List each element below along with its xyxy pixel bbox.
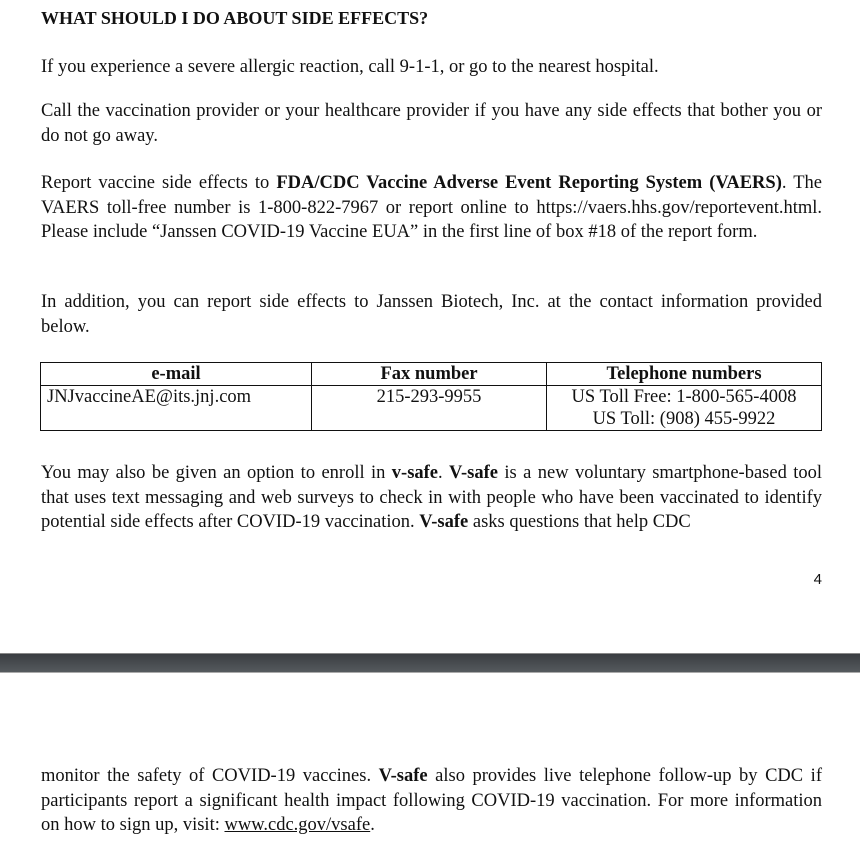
table-header-row	[41, 363, 822, 386]
paragraph-vsafe	[41, 461, 822, 535]
paragraph-vaers	[41, 171, 822, 245]
text: also provides live telephone follow-up by CDC if participants report a significant health impact following COVID-19 vaccination. For more information on how to sign up, visit:	[41, 766, 822, 835]
bold: v-safe	[391, 463, 439, 483]
bold: V-safe	[449, 463, 499, 483]
paragraph-call-provider: Call the vaccination provider or your healthcare provider if you have any side effects that bother you or do not go away.	[41, 101, 822, 146]
paragraph-janssen: In addition, you can report side effects to Janssen Biotech, Inc. at the contact information provided below.	[41, 292, 822, 337]
header-telephone: Telephone numbers	[547, 363, 822, 386]
toll-free: US Toll Free: 1-800-565-4008	[571, 387, 797, 407]
vsafe-link[interactable]: www.cdc.gov/vsafe	[224, 815, 371, 835]
text: Report vaccine side effects to	[41, 173, 277, 193]
section-heading: WHAT SHOULD I DO ABOUT SIDE EFFECTS?	[41, 8, 429, 28]
table-row	[41, 386, 822, 431]
page-separator	[0, 653, 860, 673]
header-email: e-mail	[41, 363, 312, 386]
text: is a new voluntary smartphone-based tool that uses text messaging and web surveys to check in with people who have been vaccinated to identify potential side effects after COVID-19 vaccination.	[41, 463, 822, 532]
paragraph-allergic-reaction: If you experience a severe allergic reaction, call 9-1-1, or go to the nearest hospital.	[41, 57, 659, 77]
bold: V-safe	[378, 766, 428, 786]
contact-table	[40, 362, 822, 431]
text: .	[438, 463, 450, 483]
vaers-bold: FDA/CDC Vaccine Adverse Event Reporting System (VAERS)	[276, 173, 782, 193]
paragraph-vsafe-continued	[41, 764, 822, 838]
text: .	[370, 815, 375, 835]
text: You may also be given an option to enroll in	[41, 463, 392, 483]
bold: V-safe	[419, 512, 469, 532]
text: asks questions that help CDC	[468, 512, 691, 532]
text: . The VAERS toll-free number is 1-800-822-7967 or report online to https://vaers.hhs.gov/reportevent.html. Please include “Janssen COVID-19 Vaccine EUA” in the first line of box #18 of the report form.	[41, 173, 822, 242]
text: monitor the safety of COVID-19 vaccines.	[41, 766, 379, 786]
telephone-cell	[547, 386, 822, 431]
header-fax: Fax number	[312, 363, 547, 386]
email-cell: JNJvaccineAE@its.jnj.com	[41, 386, 312, 431]
page-number: 4	[813, 571, 822, 588]
toll: US Toll: (908) 455-9922	[592, 409, 776, 429]
fax-cell: 215-293-9955	[312, 386, 547, 431]
